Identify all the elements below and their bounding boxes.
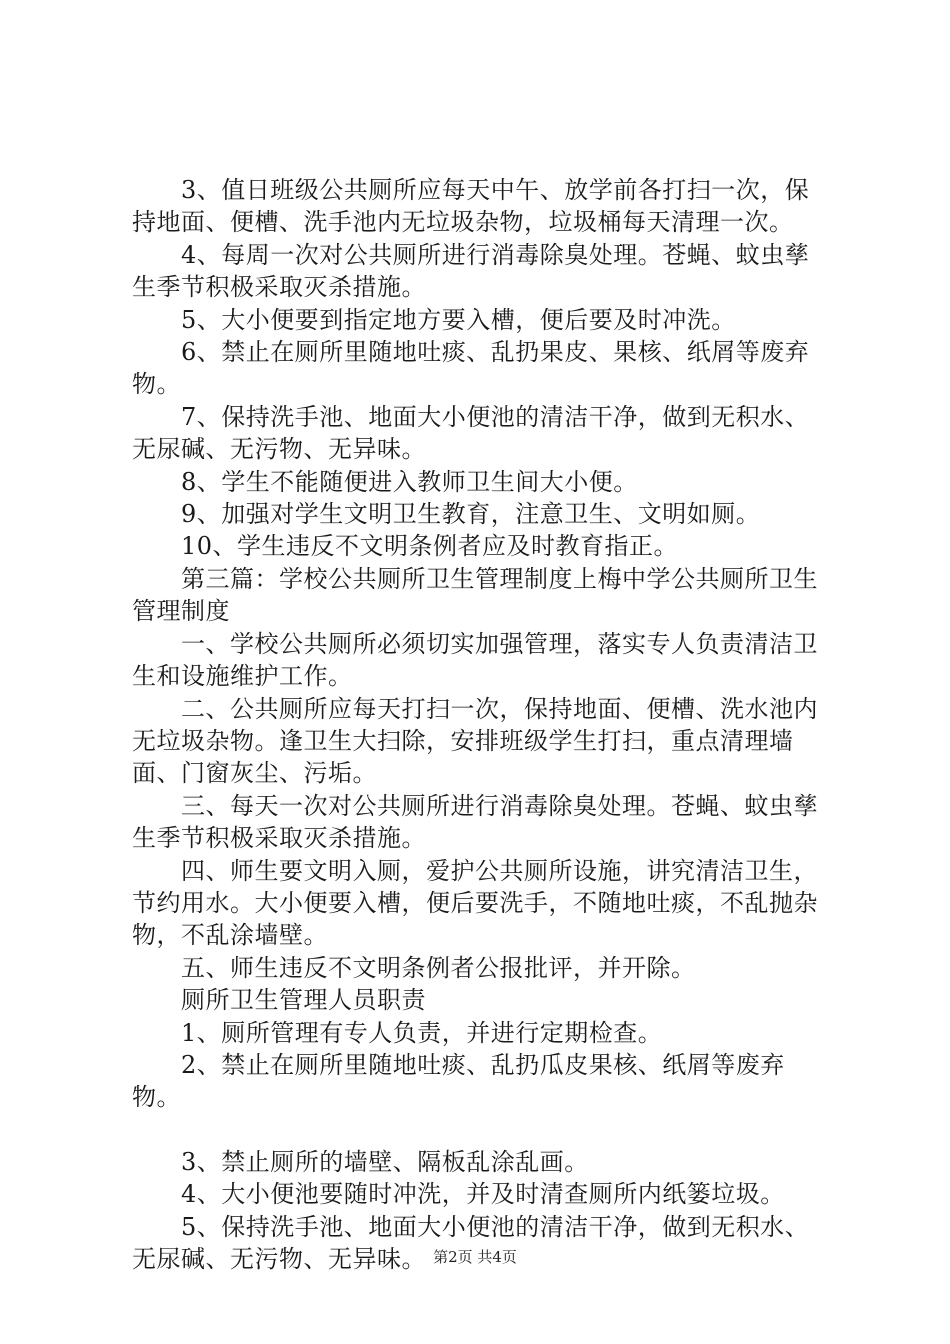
paragraph-5: 7、保持洗手池、地面大小便池的清洁干净，做到无积水、无尿碱、无污物、无异味。: [132, 402, 810, 464]
blank-line: [132, 1114, 832, 1146]
section-heading: 第三篇：学校公共厕所卫生管理制度上梅中学公共厕所卫生管理制度: [132, 564, 818, 626]
page-footer: 第2页 共4页: [433, 1248, 517, 1266]
paragraph-7: 9、加强对学生文明卫生教育，注意卫生、文明如厕。: [132, 500, 761, 529]
paragraph-18: 5、保持洗手池、地面大小便池的清洁干净，做到无积水、无尿碱、无污物、无异味。: [132, 1212, 810, 1273]
paragraph-17: 4、大小便池要随时冲洗，并及时清查厕所内纸篓垃圾。: [132, 1180, 785, 1209]
document-body: [132, 174, 832, 1275]
paragraph-10: 二、公共厕所应每天打扫一次，保持地面、便槽、洗水池内无垃圾杂物。逢卫生大扫除，安排班级学生打扫，重点清理墙面、门窗灰尘、污垢。: [132, 694, 818, 788]
paragraph-14: 1、厕所管理有专人负责，并进行定期检查。: [132, 1018, 663, 1047]
paragraph-12: 四、师生要文明入厕，爱护公共厕所设施，讲究清洁卫生，节约用水。大小便要入槽，便后要洗手，不随地吐痰，不乱抛杂物，不乱涂墙壁。: [132, 856, 818, 950]
paragraph-2: 4、每周一次对公共厕所进行消毒除臭处理。苍蝇、蚊虫孳生季节积极采取灭杀措施。: [132, 240, 810, 302]
paragraph-11: 三、每天一次对公共厕所进行消毒除臭处理。苍蝇、蚊虫孳生季节积极采取灭杀措施。: [132, 791, 818, 853]
paragraph-15: 2、禁止在厕所里随地吐痰、乱扔瓜皮果核、纸屑等废弃物。: [132, 1050, 785, 1112]
paragraph-6: 8、学生不能随便进入教师卫生间大小便。: [132, 467, 638, 496]
paragraph-4: 6、禁止在厕所里随地吐痰、乱扔果皮、果核、纸屑等废弃物。: [132, 338, 810, 399]
paragraph-1: 3、值日班级公共厕所应每天中午、放学前各打扫一次，保持地面、便槽、洗手池内无垃圾杂物，垃圾桶每天清理一次。: [132, 176, 810, 237]
paragraph-16: 3、禁止厕所的墙壁、隔板乱涂乱画。: [132, 1147, 589, 1176]
paragraph-3: 5、大小便要到指定地方要入槽，便后要及时冲洗。: [132, 305, 736, 334]
paragraph-9: 一、学校公共厕所必须切实加强管理，落实专人负责清洁卫生和设施维护工作。: [132, 629, 818, 691]
paragraph-13: 五、师生违反不文明条例者公报批评，并开除。: [132, 953, 696, 982]
subsection-heading: 厕所卫生管理人员职责: [132, 986, 426, 1015]
paragraph-8: 10、学生违反不文明条例者应及时教育指正。: [132, 532, 679, 561]
